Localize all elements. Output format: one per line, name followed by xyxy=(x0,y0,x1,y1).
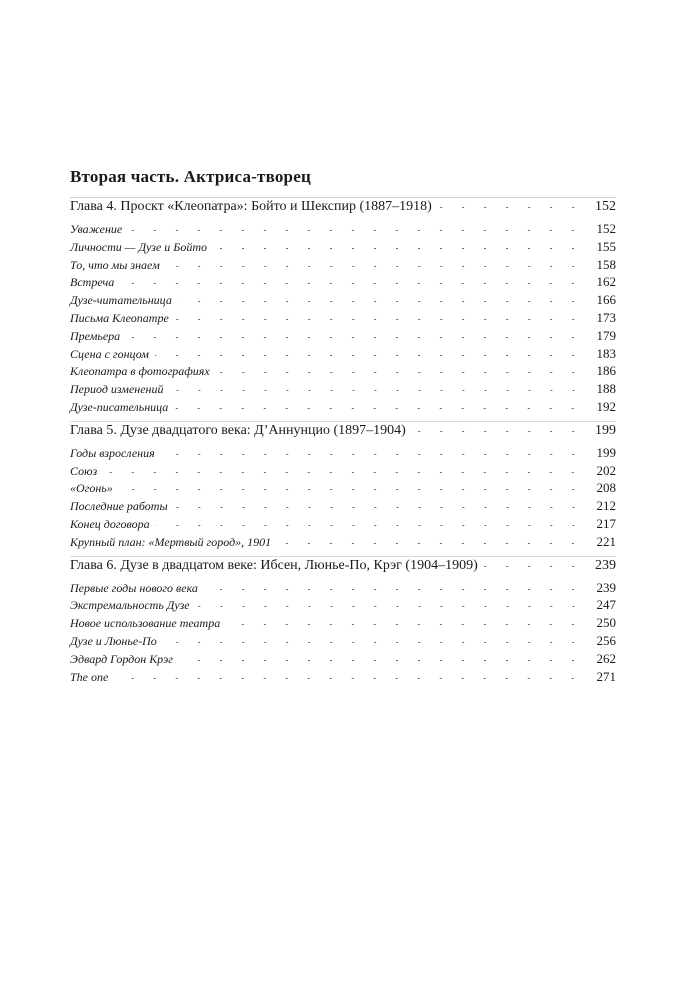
part-title: Вторая часть. Актриса-творец xyxy=(70,167,311,186)
section-title: Сцена с гонцом xyxy=(70,346,149,361)
chapter-title: Глава 6. Дузе в двадцатом веке: Ибсен, Люнье-По, Крэг (1904–1909) xyxy=(70,557,478,573)
dot-leader xyxy=(179,660,584,661)
page-number: 202 xyxy=(596,462,616,478)
dot-leader xyxy=(119,489,584,490)
section-entry[interactable] xyxy=(70,669,616,687)
dot-leader xyxy=(128,230,584,231)
dot-leader xyxy=(216,372,584,373)
page-number: 188 xyxy=(596,381,616,397)
page-number: 262 xyxy=(596,650,616,666)
section-title: Новое использование театра xyxy=(70,616,221,631)
page-number: 212 xyxy=(596,498,616,514)
dot-leader xyxy=(174,507,584,508)
dot-leader xyxy=(204,589,584,590)
page-number: 166 xyxy=(596,292,616,308)
section-entry[interactable] xyxy=(70,597,616,615)
section-entry[interactable] xyxy=(70,221,616,239)
page-number: 199 xyxy=(595,422,616,438)
page-number: 155 xyxy=(596,238,616,254)
section-title: Дузе-писательница xyxy=(70,399,169,414)
section-title: Годы взросления xyxy=(70,445,155,460)
chapter-entry[interactable] xyxy=(70,422,616,445)
section-title: Союз xyxy=(70,463,98,478)
section-entry[interactable] xyxy=(70,615,616,633)
page-number: 217 xyxy=(596,515,616,531)
chapter-title: Глава 4. Проскт «Клеопатра»: Бойто и Шекспир (1887–1918) xyxy=(70,199,432,214)
section-title: Личности — Дузе и Бойто xyxy=(70,239,208,254)
dot-leader xyxy=(226,624,584,625)
section-entry[interactable] xyxy=(70,328,616,346)
page-number: 192 xyxy=(596,398,616,414)
section-title: Конец договора xyxy=(70,516,150,531)
section-title: Встреча xyxy=(70,275,115,290)
section-title: Первые годы нового века xyxy=(70,580,198,595)
section-title: Дузе и Люнье-По xyxy=(70,633,157,648)
chapter-entry[interactable] xyxy=(70,557,616,580)
page-number: 208 xyxy=(596,480,616,496)
dot-leader xyxy=(196,606,584,607)
chapter-title: Глава 5. Дузе двадцатого века: Д’Аннунцио (1897–1904) xyxy=(70,422,406,438)
section-title: Период изменений xyxy=(70,382,164,397)
chapter-block xyxy=(70,556,616,687)
dot-leader xyxy=(175,319,584,320)
dot-leader xyxy=(103,472,584,473)
page-number: 256 xyxy=(596,632,616,648)
section-entry[interactable] xyxy=(70,463,616,481)
section-title: Эдвард Гордон Крэг xyxy=(70,651,173,666)
dot-leader xyxy=(178,301,584,302)
section-entry[interactable] xyxy=(70,310,616,328)
section-entry[interactable] xyxy=(70,239,616,257)
section-entry[interactable] xyxy=(70,498,616,516)
section-title: The one xyxy=(70,669,109,684)
section-title: Крупный план: «Мертвый город», 1901 xyxy=(70,534,272,549)
dot-leader xyxy=(213,248,584,249)
page-number: 221 xyxy=(596,533,616,549)
section-entry[interactable] xyxy=(70,633,616,651)
section-entry[interactable] xyxy=(70,445,616,463)
section-title: Дузе-читательница xyxy=(70,293,172,308)
chapter-block xyxy=(70,421,616,552)
dot-leader xyxy=(163,642,584,643)
page-number: 239 xyxy=(596,579,616,595)
page-number: 250 xyxy=(596,615,616,631)
page-number: 152 xyxy=(595,199,616,214)
dot-leader xyxy=(438,207,584,208)
section-entry[interactable] xyxy=(70,534,616,552)
dot-leader xyxy=(412,431,584,432)
page-number: 162 xyxy=(596,274,616,290)
dot-leader xyxy=(155,355,584,356)
dot-leader xyxy=(120,283,584,284)
dot-leader xyxy=(126,337,584,338)
section-title: Последние работы xyxy=(70,499,168,514)
page-number: 247 xyxy=(596,597,616,613)
section-title: Клеопатра в фотографиях xyxy=(70,364,210,379)
section-entry[interactable] xyxy=(70,480,616,498)
chapter-block xyxy=(70,197,616,417)
section-entry[interactable] xyxy=(70,516,616,534)
dot-leader xyxy=(277,543,584,544)
section-entry[interactable] xyxy=(70,346,616,364)
dot-leader xyxy=(166,266,584,267)
section-title: Уважение xyxy=(70,222,123,236)
page-number: 239 xyxy=(595,557,616,573)
section-title: «Огонь» xyxy=(70,481,113,496)
section-title: То, что мы знаем xyxy=(70,257,160,272)
page-number: 173 xyxy=(596,309,616,325)
chapter-entry[interactable] xyxy=(70,198,616,221)
dot-leader xyxy=(484,566,584,567)
page-number: 186 xyxy=(596,363,616,379)
section-entry[interactable] xyxy=(70,292,616,310)
page-number: 271 xyxy=(596,668,616,684)
dot-leader xyxy=(170,390,584,391)
page-number: 183 xyxy=(596,345,616,361)
dot-leader xyxy=(174,408,584,409)
section-title: Премьера xyxy=(70,328,121,343)
table-of-contents xyxy=(70,197,616,686)
page-number: 179 xyxy=(596,327,616,343)
page-number: 152 xyxy=(596,221,616,236)
page-number: 158 xyxy=(596,256,616,272)
page-number: 199 xyxy=(596,444,616,460)
section-entry[interactable] xyxy=(70,274,616,292)
section-title: Экстремальность Дузе xyxy=(70,598,190,613)
dot-leader xyxy=(161,454,584,455)
section-entry[interactable] xyxy=(70,580,616,598)
section-title: Письма Клеопатре xyxy=(70,310,169,325)
dot-leader xyxy=(156,525,584,526)
section-entry[interactable] xyxy=(70,399,616,417)
section-entry[interactable] xyxy=(70,257,616,275)
dot-leader xyxy=(114,678,584,679)
section-entry[interactable] xyxy=(70,381,616,399)
section-entry[interactable] xyxy=(70,363,616,381)
section-entry[interactable] xyxy=(70,651,616,669)
